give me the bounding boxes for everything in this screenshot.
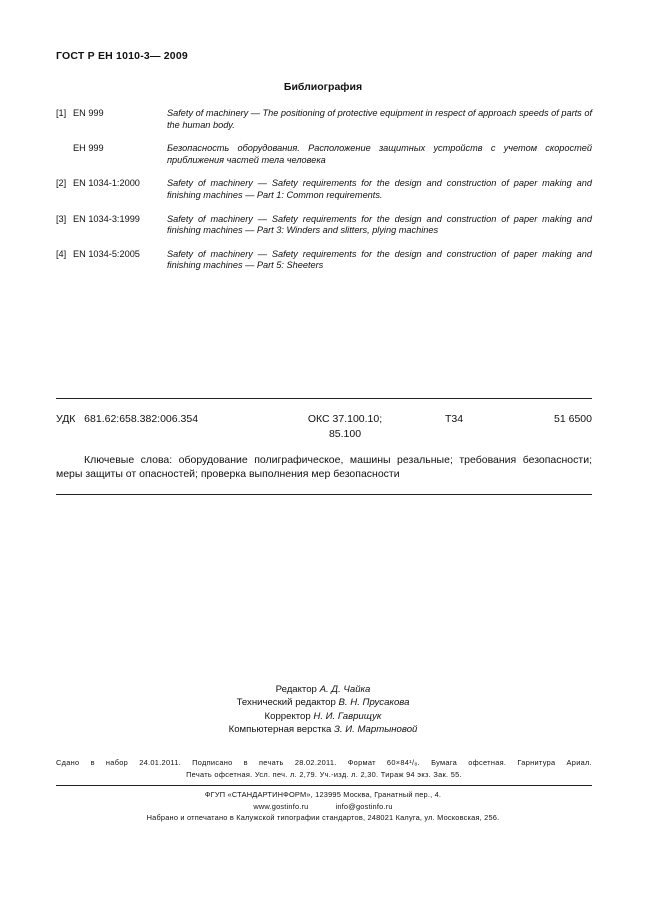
entry-title: Safety of machinery — Safety requirements for the design and construction of paper making and finishing machines — Part 5: Sheeters	[167, 248, 592, 271]
tech-editor-line: Технический редактор В. Н. Прусакова	[236, 697, 410, 709]
entry-title: Safety of machinery — Safety requirements for the design and construction of paper making and finishing machines — Part 1: Common requirements.	[167, 178, 592, 200]
credits-block	[0, 683, 646, 737]
publisher-contacts	[0, 801, 646, 813]
classification-row	[56, 413, 592, 443]
publisher-block	[0, 789, 646, 824]
entry-standard-code: EN 1034-3:1999	[73, 213, 140, 224]
editor-line: Редактор А. Д. Чайка	[275, 684, 371, 695]
udk-code: УДК 681.62:658.382:006.354	[56, 413, 199, 425]
okp-code: 51 6500	[554, 413, 592, 425]
entry-title: Безопасность оборудования. Расположение защитных устройств с учетом скоростей приближения частей тела человека	[167, 143, 592, 165]
corrector-name: Н. И. Гаврищук	[313, 710, 382, 722]
t-code: Т34	[445, 413, 464, 425]
entry-number: [1]	[56, 108, 67, 118]
bibliography-entry	[56, 249, 592, 272]
bibliography-entry	[56, 143, 592, 166]
entry-number: [4]	[56, 248, 67, 259]
keywords: Ключевые слова: оборудование полиграфическое, машины резальные; требования безопасности; меры защиты от опасностей; проверка выполнения мер безопасности	[56, 454, 592, 480]
bibliography-entry	[56, 108, 592, 131]
oks-code-line2: 85.100	[328, 428, 362, 440]
editor-name: А. Д. Чайка	[319, 684, 371, 695]
printer-info: Набрано и отпечатано в Калужской типографии стандартов, 248021 Калуга, ул. Московская, 256.	[146, 813, 500, 822]
publisher-email: info@gostinfo.ru	[335, 801, 393, 811]
entry-number	[56, 143, 73, 166]
bibliography-title: Библиография	[283, 81, 363, 93]
entry-number: [2]	[56, 178, 67, 189]
layout-line: Компьютерная верстка З. И. Мартыновой	[228, 724, 418, 736]
tech-editor-name: В. Н. Прусакова	[338, 697, 410, 709]
publisher-website: www.gostinfo.ru	[253, 801, 309, 811]
entry-standard-code: EN 1034-5:2005	[73, 248, 140, 259]
entry-title: Safety of machinery — The positioning of protective equipment in respect of approach speeds of parts of the human body.	[167, 108, 592, 130]
entry-title: Safety of machinery — Safety requirements for the design and construction of paper making and finishing machines — Part 3: Winders and slitters, plying machines	[167, 213, 592, 236]
entry-standard-code: EH 999	[73, 143, 104, 154]
imprint-line-2: Печать офсетная. Усл. печ. л. 2,79. Уч.-изд. л. 2,30. Тираж 94 экз. Зак. 55.	[186, 770, 462, 779]
imprint-line-1: Сдано в набор 24.01.2011. Подписано в печать 28.02.2011. Формат 60×84¹/₈. Бумага офсетная. Гарнитура Ариал.	[56, 758, 592, 767]
publisher-address: ФГУП «СТАНДАРТИНФОРМ», 123995 Москва, Гранатный пер., 4.	[204, 790, 442, 799]
entry-standard-code: EN 999	[73, 108, 104, 118]
divider-top	[56, 398, 592, 399]
corrector-line: Корректор Н. И. Гаврищук	[264, 710, 382, 722]
layout-name: З. И. Мартыновой	[334, 724, 418, 736]
divider-imprint	[56, 785, 592, 786]
document-code: ГОСТ Р ЕН 1010-3— 2009	[56, 50, 188, 62]
imprint-block	[56, 757, 592, 781]
bibliography-list	[56, 108, 592, 284]
oks-code-line1: ОКС 37.100.10;	[307, 413, 383, 425]
entry-standard-code: EN 1034-1:2000	[73, 178, 140, 189]
divider-bottom	[56, 494, 592, 495]
bibliography-entry	[56, 178, 592, 201]
entry-number: [3]	[56, 213, 67, 224]
bibliography-entry	[56, 214, 592, 237]
